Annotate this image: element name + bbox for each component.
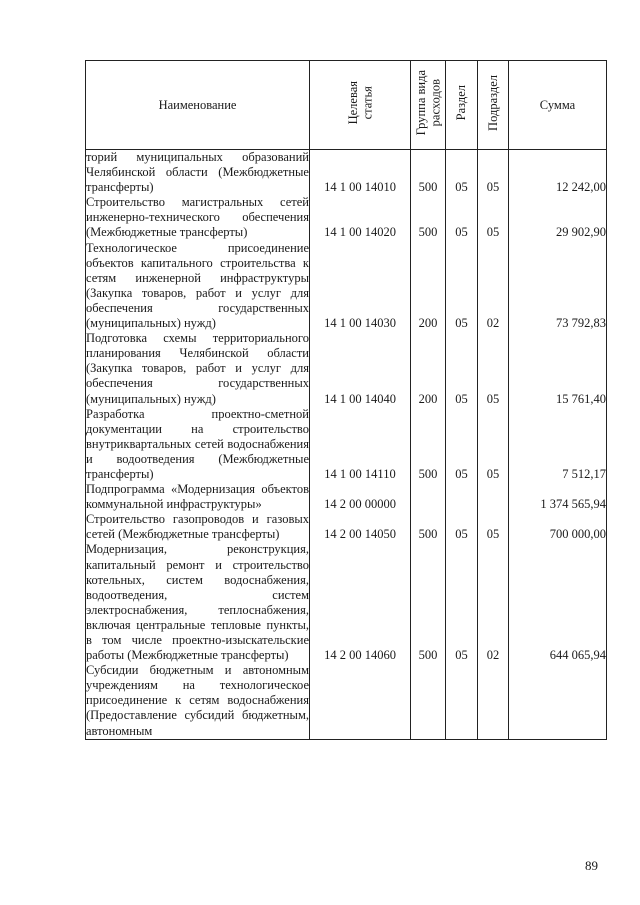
cell-sum xyxy=(509,663,607,739)
cell-target xyxy=(310,663,411,739)
cell-sum: 73 792,83 xyxy=(509,241,607,332)
cell-section: 05 xyxy=(446,542,478,663)
cell-sum: 1 374 565,94 xyxy=(509,482,607,512)
header-sum: Сумма xyxy=(509,61,607,150)
cell-subsection: 05 xyxy=(478,407,509,482)
cell-sum: 644 065,94 xyxy=(509,542,607,663)
table-row xyxy=(86,241,607,332)
cell-name: торий муниципальных образований Челябинской области (Межбюджетные трансферты) xyxy=(86,150,309,195)
cell-sum: 15 761,40 xyxy=(509,331,607,406)
header-name: Наименование xyxy=(86,61,310,150)
cell-name: Разработка проектно-сметной документации на строительство внутриквартальных сетей водоснабжения и водоотведения (Межбюджетные трансферты) xyxy=(86,406,309,481)
header-expense-group xyxy=(411,61,446,150)
cell-subsection: 05 xyxy=(478,512,509,542)
table-row xyxy=(86,150,607,196)
cell-group: 500 xyxy=(411,195,446,240)
cell-subsection xyxy=(478,663,509,739)
cell-name: Подготовка схемы территориального планирования Челябинской области (Закупка товаров, работ и услуг для обеспечения государственных (муниципальных) нужд) xyxy=(86,331,309,406)
cell-subsection: 02 xyxy=(478,241,509,332)
cell-section: 05 xyxy=(446,407,478,482)
cell-group xyxy=(411,663,446,739)
cell-target: 14 1 00 14030 xyxy=(310,241,411,332)
budget-table xyxy=(85,60,607,740)
cell-name: Строительство газопроводов и газовых сетей (Межбюджетные трансферты) xyxy=(86,512,309,542)
cell-subsection xyxy=(478,482,509,512)
cell-target: 14 2 00 00000 xyxy=(310,482,411,512)
cell-sum: 12 242,00 xyxy=(509,150,607,196)
header-section xyxy=(446,61,478,150)
cell-name: Строительство магистральных сетей инженерно-технического обеспечения (Межбюджетные трансферты) xyxy=(86,195,309,240)
cell-section xyxy=(446,482,478,512)
cell-subsection: 05 xyxy=(478,150,509,196)
table-row xyxy=(86,663,607,739)
cell-name: Модернизация, реконструкция, капитальный ремонт и строительство котельных, систем водоснабжения, водоотведения, систем электроснабжения, теплоснабжения, включая центральные тепловые пункты, в том числе проектно-изыскательские работы (Межбюджетные трансферты) xyxy=(86,542,309,663)
cell-group: 200 xyxy=(411,241,446,332)
cell-sum: 29 902,90 xyxy=(509,195,607,240)
header-section-text: Раздел xyxy=(454,85,469,121)
cell-section xyxy=(446,663,478,739)
cell-target: 14 1 00 14010 xyxy=(310,150,411,196)
cell-target: 14 1 00 14020 xyxy=(310,195,411,240)
cell-section: 05 xyxy=(446,331,478,406)
cell-target: 14 2 00 14050 xyxy=(310,512,411,542)
table-header-row xyxy=(86,61,607,150)
cell-target: 14 2 00 14060 xyxy=(310,542,411,663)
cell-subsection: 05 xyxy=(478,195,509,240)
cell-section: 05 xyxy=(446,241,478,332)
header-subsection-text: Подраздел xyxy=(485,75,500,131)
table-body xyxy=(86,150,607,740)
cell-group: 500 xyxy=(411,512,446,542)
table-row xyxy=(86,542,607,663)
table-row xyxy=(86,512,607,542)
cell-group: 500 xyxy=(411,150,446,196)
cell-name: Субсидии бюджетным и автономным учреждениям на технологическое присоединение к сетям водоснабжения (Предоставление субсидий бюджетным, автономным xyxy=(86,663,309,738)
cell-section: 05 xyxy=(446,195,478,240)
header-target xyxy=(310,61,411,150)
cell-name: Подпрограмма «Модернизация объектов коммунальной инфраструктуры» xyxy=(86,482,309,512)
header-target-text: Целевая статья xyxy=(345,81,374,125)
table-row xyxy=(86,407,607,482)
cell-sum: 700 000,00 xyxy=(509,512,607,542)
cell-group: 200 xyxy=(411,331,446,406)
cell-section: 05 xyxy=(446,150,478,196)
header-expense-group-text: Группа вида расходов xyxy=(413,70,442,136)
header-subsection xyxy=(478,61,509,150)
cell-group: 500 xyxy=(411,542,446,663)
cell-target: 14 1 00 14110 xyxy=(310,407,411,482)
cell-section: 05 xyxy=(446,512,478,542)
cell-subsection: 02 xyxy=(478,542,509,663)
cell-subsection: 05 xyxy=(478,331,509,406)
cell-group xyxy=(411,482,446,512)
cell-sum: 7 512,17 xyxy=(509,407,607,482)
page-number: 89 xyxy=(585,858,598,873)
table-row xyxy=(86,331,607,406)
cell-group: 500 xyxy=(411,407,446,482)
table-row xyxy=(86,482,607,512)
cell-target: 14 1 00 14040 xyxy=(310,331,411,406)
table-row xyxy=(86,195,607,240)
cell-name: Технологическое присоединение объектов капитального строительства к сетям инженерной инфраструктуры (Закупка товаров, работ и услуг для обеспечения государственных (муниципальных) нужд) xyxy=(86,240,309,331)
